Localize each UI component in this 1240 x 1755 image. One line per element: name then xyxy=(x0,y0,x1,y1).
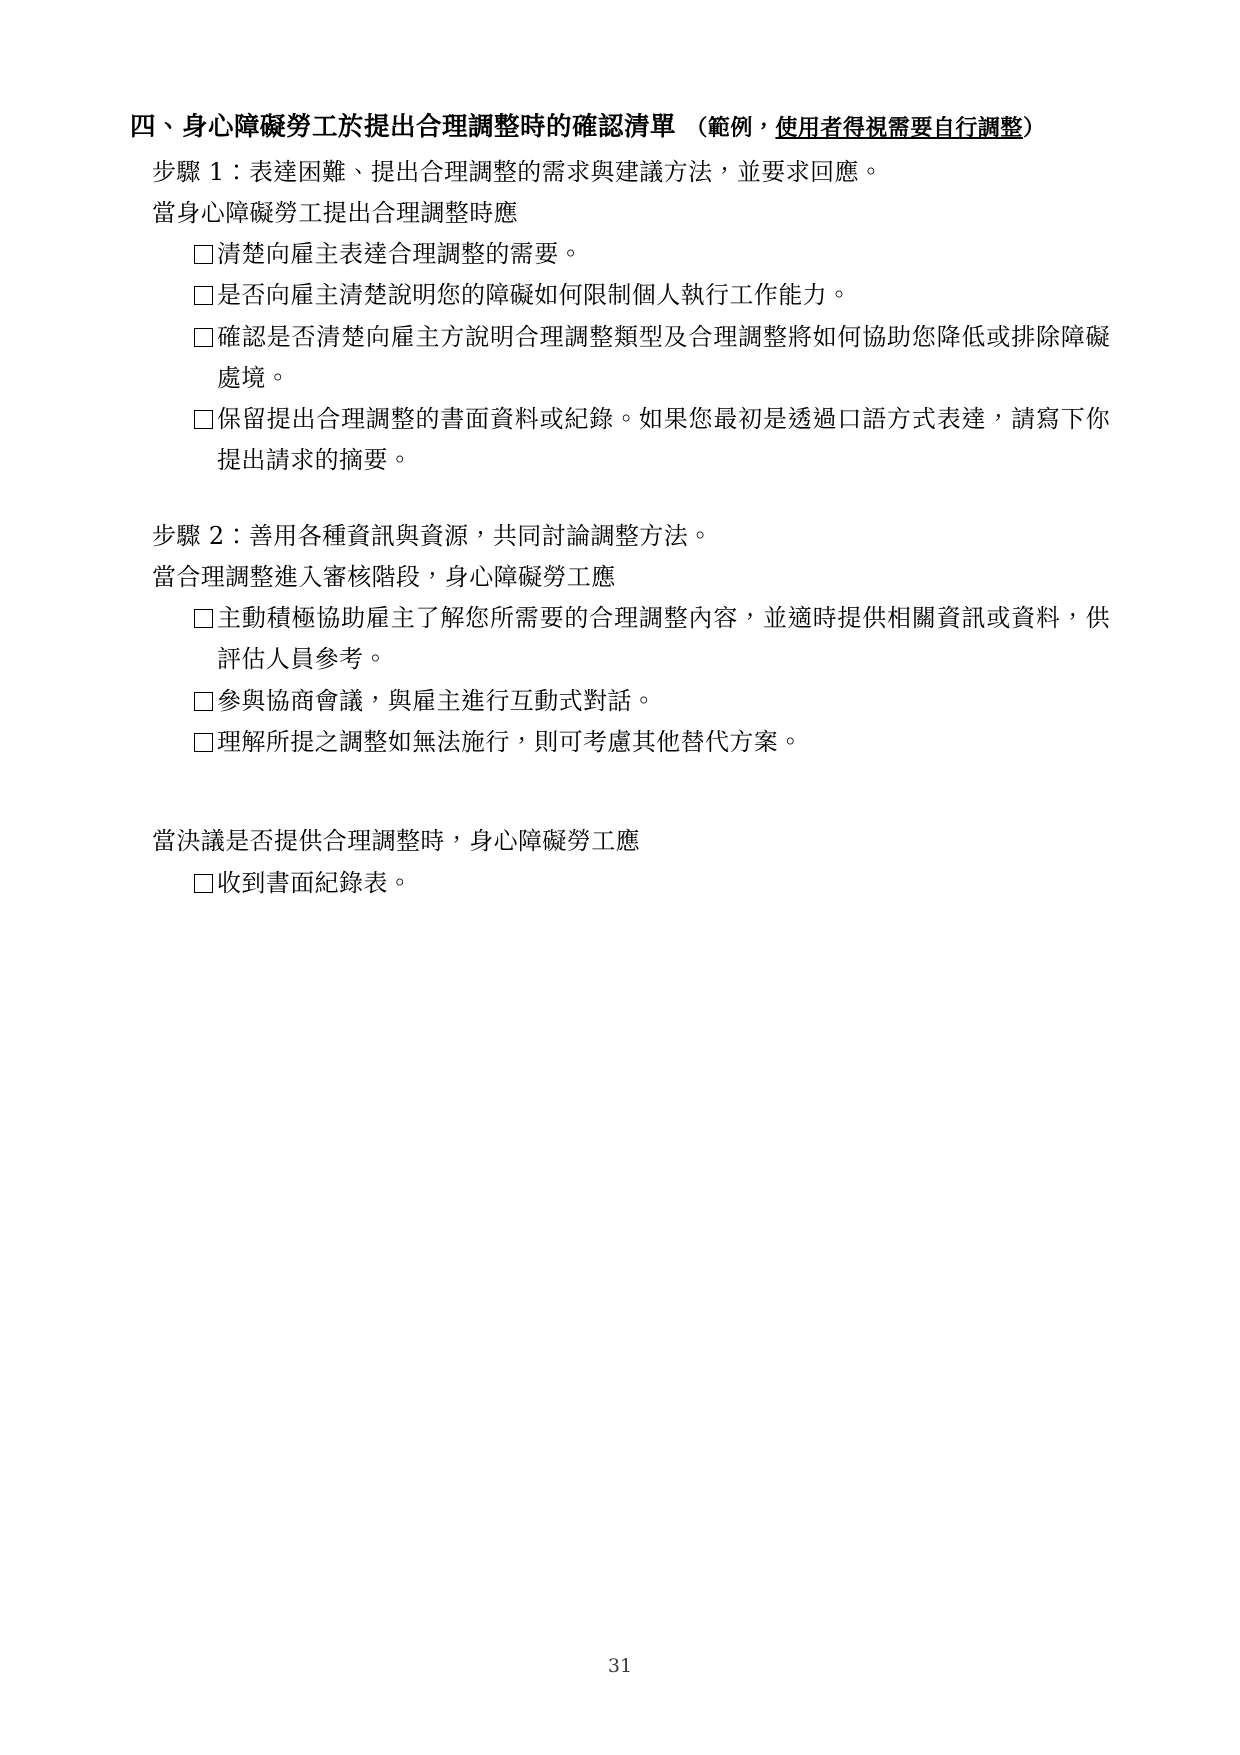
checklist-item-label: 理解所提之調整如無法施行，則可考慮其他替代方案。 xyxy=(217,727,803,756)
page-number: 31 xyxy=(607,1655,633,1677)
spacer xyxy=(152,763,1110,821)
heading-paren-open: （範例， xyxy=(685,115,776,141)
checkbox-icon[interactable] xyxy=(194,328,213,347)
section-3-intro: 當決議是否提供合理調整時，身心障礙勞工應 xyxy=(152,827,640,856)
checkbox-icon[interactable] xyxy=(194,609,213,628)
heading-paren-close: ） xyxy=(1022,115,1046,141)
step-2-intro: 當合理調整進入審核階段，身心障礙勞工應 xyxy=(152,562,616,591)
checkbox-icon[interactable] xyxy=(194,733,213,752)
checklist-item-label: 是否向雇主清楚說明您的障礙如何限制個人執行工作能力。 xyxy=(217,281,852,310)
checklist-item-label: 參與協商會議，與雇主進行互動式對話。 xyxy=(217,686,657,715)
checklist-item-label: 清楚向雇主表達合理調整的需要。 xyxy=(217,240,583,269)
checklist-item[interactable] xyxy=(194,399,1110,482)
page-title xyxy=(130,108,1110,148)
checklist-item[interactable] xyxy=(194,598,1110,681)
heading-paren-underlined: 使用者得視需要自行調整 xyxy=(775,115,1023,141)
checklist-item[interactable] xyxy=(194,275,1110,316)
checklist-item-label: 確認是否清楚向雇主方說明合理調整類型及合理調整將如何協助您降低或排除障礙處境。 xyxy=(217,322,1110,392)
checklist-item[interactable] xyxy=(194,317,1110,400)
checkbox-icon[interactable] xyxy=(194,692,213,711)
checkbox-icon[interactable] xyxy=(194,874,213,893)
checkbox-icon[interactable] xyxy=(194,286,213,305)
checkbox-icon[interactable] xyxy=(194,410,213,429)
step-1-intro: 當身心障礙勞工提出合理調整時應 xyxy=(152,198,518,227)
checklist-item[interactable] xyxy=(194,863,1110,904)
checklist-item-label: 收到書面紀錄表。 xyxy=(217,868,413,897)
step-1-label: 步驟 1：表達困難、提出合理調整的需求與建議方法，並要求回應。 xyxy=(152,157,884,186)
section-step-1 xyxy=(152,152,1110,904)
spacer xyxy=(152,482,1110,516)
checklist-item-label: 保留提出合理調整的書面資料或紀錄。如果您最初是透過口語方式表達，請寫下你提出請求的摘要。 xyxy=(217,405,1110,475)
checklist-item[interactable] xyxy=(194,234,1110,275)
checklist-item[interactable] xyxy=(194,722,1110,763)
step-2-label: 步驟 2：善用各種資訊與資源，共同討論調整方法。 xyxy=(152,521,713,550)
checklist-item[interactable] xyxy=(194,681,1110,722)
heading-main-text: 四、身心障礙勞工於提出合理調整時的確認清單 xyxy=(130,112,677,142)
checklist-item-label: 主動積極協助雇主了解您所需要的合理調整內容，並適時提供相關資訊或資料，供評估人員參考。 xyxy=(217,604,1110,674)
checkbox-icon[interactable] xyxy=(194,245,213,264)
